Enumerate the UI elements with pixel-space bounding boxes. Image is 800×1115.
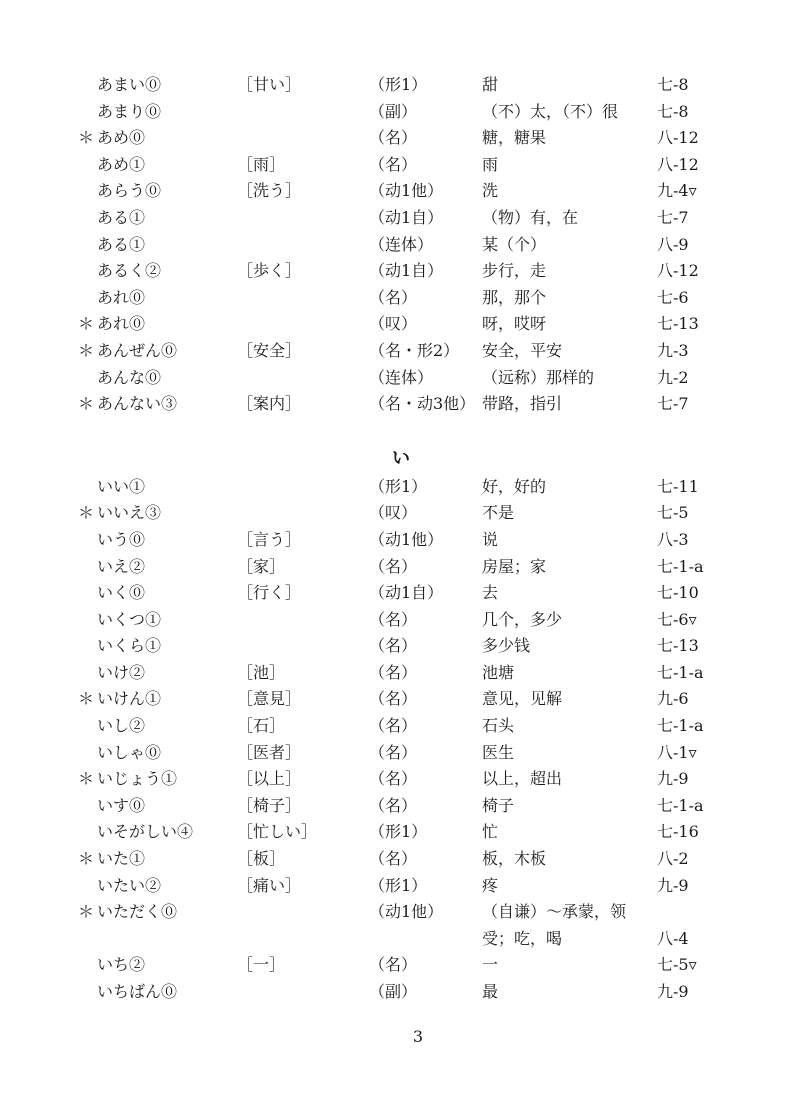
entry-meaning: 忙 [482,822,499,842]
entry-row [0,873,800,900]
entry-row [0,232,800,259]
entry-kana: いちばん⓪ [97,982,178,1001]
entry-lesson-ref: 七-8 [657,101,689,121]
entry-kana: あめ① [97,154,146,174]
entry-part-of-speech: （形1） [369,75,428,94]
entry-part-of-speech: （名） [369,609,418,629]
entry-row [0,205,800,232]
entry-part-of-speech: （叹） [369,314,418,334]
entry-lesson-ref: 八-12 [657,128,699,148]
entry-kanji: ［意見］ [237,689,302,709]
entry-kana: あらう⓪ [97,181,162,201]
entry-kana: いくら① [97,636,162,656]
entry-kanji: ［行く］ [237,583,302,603]
entry-part-of-speech: （名） [369,849,418,869]
section-a-entries [0,72,800,418]
entry-row [0,72,800,99]
entry-part-of-speech: （动1他） [369,529,444,549]
entry-lesson-ref: 八-1▿ [657,742,697,762]
entry-part-of-speech: （连体） [369,234,434,254]
entry-meaning: 最 [482,982,499,1001]
entry-kana: いく⓪ [97,583,146,603]
entry-row [0,554,800,581]
entry-kanji: ［椅子］ [237,795,302,815]
entry-kanji: ［痛い］ [237,875,302,895]
entry-row [0,846,800,873]
entry-part-of-speech: （连体） [369,367,434,387]
entry-kanji: ［石］ [237,716,286,736]
entry-meaning: （自谦）～承蒙，领 [482,902,627,922]
entry-kana: あるく② [97,261,162,281]
entry-kana: いただく⓪ [97,902,178,922]
entry-meaning: 房屋；家 [482,556,547,576]
entry-part-of-speech: （名・动3他） [369,394,476,414]
entry-kanji: ［池］ [237,662,286,682]
entry-kana: いた① [97,849,146,869]
entry-row [0,311,800,338]
entry-lesson-ref: 七-1-a [657,662,704,682]
entry-row [0,285,800,312]
entry-part-of-speech: （名） [369,742,418,762]
entry-row [0,152,800,179]
entry-part-of-speech: （动1自） [369,261,444,281]
entry-row [0,391,800,418]
entry-part-of-speech: （名） [369,955,418,975]
entry-lesson-ref: 七-1-a [657,795,704,815]
entry-meaning: 意见，见解 [482,689,563,709]
new-word-mark: ＊ [78,340,95,360]
entry-meaning: 带路，指引 [482,394,563,414]
entry-part-of-speech: （形1） [369,875,428,895]
entry-lesson-ref: 七-10 [657,583,699,603]
entry-part-of-speech: （名） [369,795,418,815]
new-word-mark: ＊ [78,769,95,789]
entry-meaning: 受；吃，喝 [482,928,563,948]
entry-row [0,258,800,285]
entry-meaning: 去 [482,583,499,603]
entry-lesson-ref: 八-9 [657,234,689,254]
entry-part-of-speech: （副） [369,982,418,1001]
entry-kana: いえ② [97,556,146,576]
entry-kana: いいえ③ [97,503,162,523]
entry-lesson-ref: 九-9 [657,875,689,895]
entry-kana: いし② [97,716,146,736]
new-word-mark: ＊ [78,902,95,922]
entry-kana: あまい⓪ [97,75,162,94]
entry-meaning: 以上，超出 [482,769,563,789]
entry-kanji: ［案内］ [237,394,302,414]
section-i-entries [0,474,800,1006]
entry-kanji: ［板］ [237,849,286,869]
entry-row [0,178,800,205]
entry-lesson-ref: 九-2 [657,367,689,387]
entry-meaning: （远称）那样的 [482,367,595,387]
section-heading-label: い [392,447,410,469]
entry-meaning: 甜 [482,75,499,94]
page-number: 3 [412,1027,424,1046]
entry-kana: いけ② [97,662,146,682]
entry-kana: あんな⓪ [97,367,162,387]
entry-part-of-speech: （名） [369,636,418,656]
entry-meaning: 多少钱 [482,636,531,656]
entry-row [0,926,800,953]
entry-lesson-ref: 八-3 [657,529,689,549]
entry-lesson-ref: 七-13 [657,636,699,656]
entry-row [0,979,800,1006]
entry-meaning: 某（个） [482,234,547,254]
entry-lesson-ref: 七-13 [657,314,699,334]
entry-part-of-speech: （形1） [369,822,428,842]
entry-row [0,660,800,687]
entry-kanji: ［甘い］ [237,75,302,94]
entry-meaning: 几个，多少 [482,609,563,629]
entry-part-of-speech: （叹） [369,503,418,523]
entry-kana: いじょう① [97,769,178,789]
entry-kana: いそがしい④ [97,822,194,842]
entry-kana: いくつ① [97,609,162,629]
entry-meaning: 板，木板 [482,849,547,869]
entry-kana: あめ⓪ [97,128,146,148]
entry-row [0,500,800,527]
entry-lesson-ref: 八-4 [657,928,689,948]
entry-row [0,580,800,607]
entry-lesson-ref: 八-2 [657,849,689,869]
entry-kanji: ［家］ [237,556,286,576]
entry-part-of-speech: （名） [369,154,418,174]
entry-row [0,952,800,979]
section-heading-i [0,444,800,474]
entry-lesson-ref: 七-7 [657,207,689,227]
entry-kana: ある① [97,234,146,254]
new-word-mark: ＊ [78,849,95,869]
entry-row [0,899,800,926]
entry-meaning: 呀，哎呀 [482,314,547,334]
entry-lesson-ref: 七-5 [657,503,689,523]
entry-lesson-ref: 七-1-a [657,716,704,736]
entry-part-of-speech: （名） [369,556,418,576]
entry-lesson-ref: 七-6 [657,287,689,307]
entry-kana: あれ⓪ [97,287,146,307]
entry-meaning: 说 [482,529,499,549]
entry-row [0,819,800,846]
entry-meaning: 疼 [482,875,499,895]
entry-kana: いう⓪ [97,529,146,549]
entry-meaning: （物）有，在 [482,207,579,227]
entry-kana: いち② [97,955,146,975]
entry-lesson-ref: 九-6 [657,689,689,709]
entry-lesson-ref: 七-5▿ [657,955,697,975]
entry-lesson-ref: 八-12 [657,261,699,281]
entry-part-of-speech: （名） [369,769,418,789]
entry-meaning: 石头 [482,716,515,736]
entry-part-of-speech: （副） [369,101,418,121]
entry-lesson-ref: 九-9 [657,769,689,789]
entry-meaning: 洗 [482,181,499,201]
entry-row [0,766,800,793]
entry-kanji: ［洗う］ [237,181,302,201]
entry-kana: ある① [97,207,146,227]
entry-part-of-speech: （动1他） [369,902,444,922]
entry-kana: いしゃ⓪ [97,742,162,762]
entry-row [0,125,800,152]
entry-row [0,607,800,634]
entry-row [0,740,800,767]
entry-lesson-ref: 七-7 [657,394,689,414]
entry-kanji: ［一］ [237,955,286,975]
entry-meaning: 好，好的 [482,476,547,496]
entry-part-of-speech: （名） [369,287,418,307]
entry-lesson-ref: 八-12 [657,154,699,174]
entry-lesson-ref: 七-6▿ [657,609,697,629]
entry-lesson-ref: 七-8 [657,75,689,94]
entry-part-of-speech: （动1他） [369,181,444,201]
entry-row [0,713,800,740]
entry-kanji: ［雨］ [237,154,286,174]
entry-row [0,474,800,501]
entry-kana: いい① [97,476,146,496]
entry-meaning: 池塘 [482,662,515,682]
entry-lesson-ref: 七-1-a [657,556,704,576]
entry-meaning: 步行，走 [482,261,547,281]
entry-row [0,99,800,126]
entry-kanji: ［以上］ [237,769,302,789]
entry-meaning: 不是 [482,503,515,523]
entry-lesson-ref: 九-3 [657,340,689,360]
entry-meaning: 安全，平安 [482,340,563,360]
entry-row [0,686,800,713]
entry-lesson-ref: 七-16 [657,822,699,842]
new-word-mark: ＊ [78,689,95,709]
entry-kanji: ［安全］ [237,340,302,360]
entry-part-of-speech: （形1） [369,476,428,496]
entry-part-of-speech: （名） [369,128,418,148]
entry-meaning: 雨 [482,154,499,174]
entry-meaning: 一 [482,955,499,975]
entry-lesson-ref: 九-4▿ [657,181,697,201]
new-word-mark: ＊ [78,394,95,414]
entry-meaning: 糖，糖果 [482,128,547,148]
entry-lesson-ref: 七-11 [657,476,699,496]
new-word-mark: ＊ [78,128,95,148]
entry-part-of-speech: （动1自） [369,207,444,227]
entry-kana: あんない③ [97,394,178,414]
entry-kana: あまり⓪ [97,101,162,121]
entry-row [0,365,800,392]
entry-row [0,338,800,365]
entry-part-of-speech: （名・形2） [369,340,460,360]
entry-kana: いけん① [97,689,162,709]
entry-meaning: 医生 [482,742,515,762]
entry-kanji: ［忙しい］ [237,822,318,842]
entry-kanji: ［言う］ [237,529,302,549]
entry-part-of-speech: （名） [369,662,418,682]
new-word-mark: ＊ [78,314,95,334]
glossary-list [0,72,800,1006]
entry-kanji: ［歩く］ [237,261,302,281]
entry-part-of-speech: （名） [369,716,418,736]
entry-kana: あんぜん⓪ [97,340,178,360]
entry-lesson-ref: 九-9 [657,982,689,1001]
entry-row [0,633,800,660]
entry-kanji: ［医者］ [237,742,302,762]
entry-kana: いす⓪ [97,795,146,815]
entry-row [0,793,800,820]
entry-meaning: 那，那个 [482,287,547,307]
entry-row [0,527,800,554]
entry-part-of-speech: （动1自） [369,583,444,603]
entry-kana: いたい② [97,875,162,895]
entry-meaning: （不）太，（不）很 [482,101,619,121]
new-word-mark: ＊ [78,503,95,523]
entry-kana: あれ⓪ [97,314,146,334]
entry-meaning: 椅子 [482,795,515,815]
entry-part-of-speech: （名） [369,689,418,709]
